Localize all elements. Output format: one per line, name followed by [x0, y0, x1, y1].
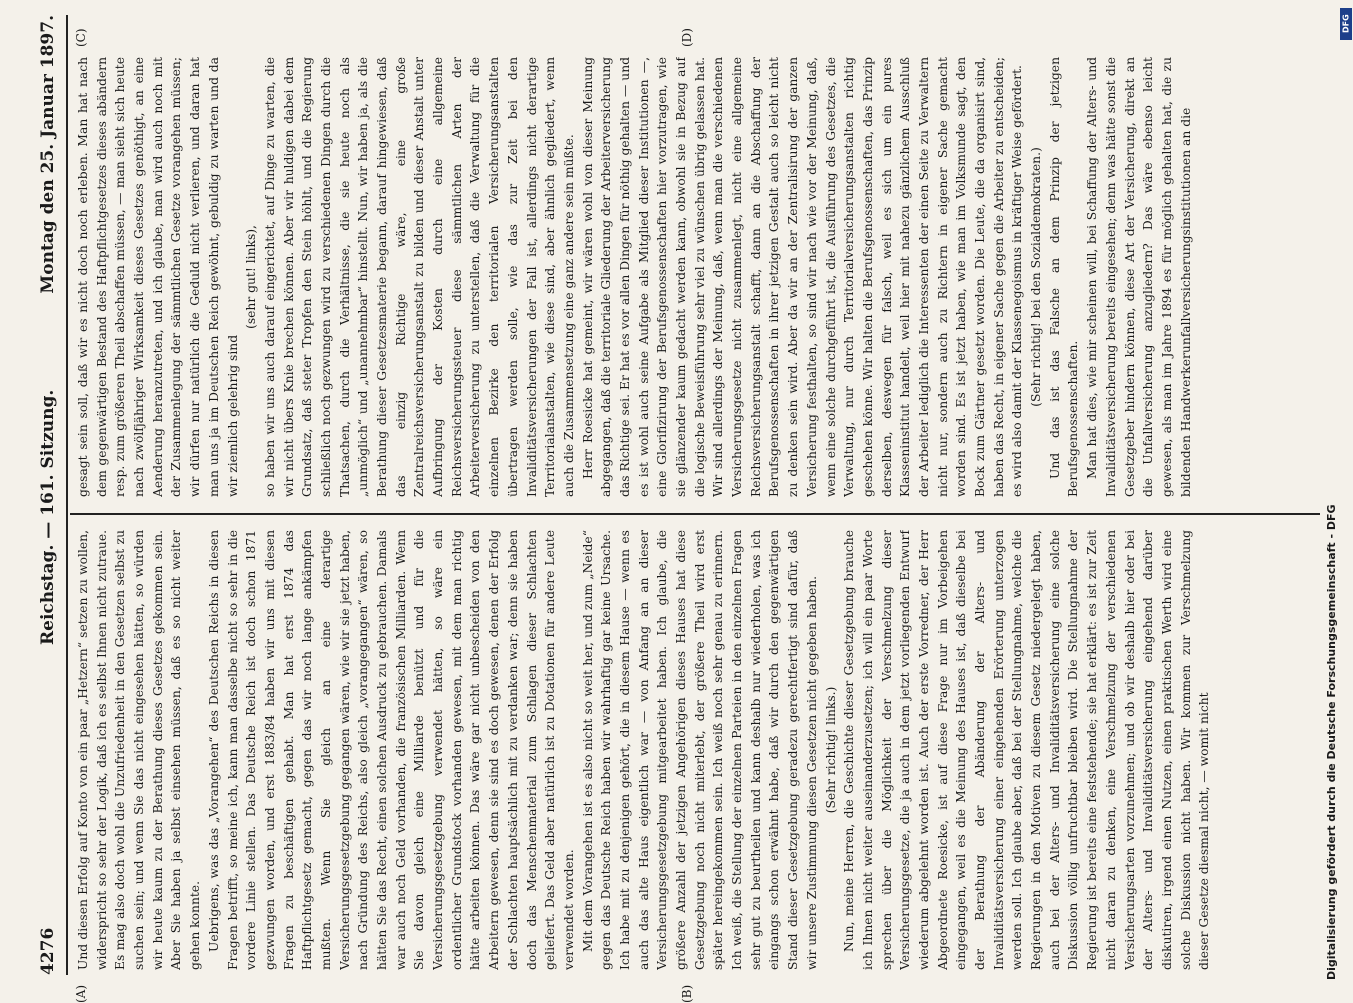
paragraph: Nun, meine Herren, die Geschichte dieser Gesetzgebung brauche ich Ihnen nicht weiter auseinanderzusetzen; ich will ein paar Worte sprechen über die Möglichkeit der Verschmelzung dieser Versicherungsgesetze, die ja auch in dem jetzt vorliegenden Entwurf wiederum abgelehnt worden ist. Auch der erste Vorredner, der Herr Abgeordnete Roesicke, ist auf diese Frage nur im Vorbeigehen eingegangen, weil es die Meinung des Hauses ist, daß dieselbe bei der Berathung der Abänderung der Alters- und Invaliditätsversicherung einer eingehenden Erörterung unterzogen werden soll. Ich glaube aber, daß bei der Stellungnahme, welche die Regierungen in den Motiven zu diesem Gesetz niedergelegt haben, auch bei der Alters- und Invaliditätsversicherung eine solche Diskussion völlig unfruchtbar bleiben wird. Die Stellungnahme der Regierung ist bereits eine feststehende; sie hat erklärt: es ist zur Zeit nicht daran zu denken, eine Verschmelzung der verschiedenen Versicherungsarten vorzunehmen; und ob wir deshalb hier oder bei der Alters- und Invaliditätsversicherung eingehend darüber diskutiren, irgend einen Nutzen, einen praktischen Werth wird eine solche Diskussion nicht haben. Wir kommen zur Verschmelzung dieser Gesetze diesmal nicht, — womit nicht [842, 530, 1212, 970]
paragraph: so haben wir uns auch darauf eingerichtet, auf Dinge zu warten, die wir nicht übers Knie brechen können. Aber wir huldigen dabei dem Grundsatz, daß steter Tropfen den Stein höhlt, und die Regierung schließlich noch gezwungen wird zu verschiedenen Dingen durch die Thatsachen, durch die Verhältnisse, die sie heute noch als „unmöglich“ und „unannehmbar“ hinstellt. Nun, wir haben ja, als die Berathung dieser Gesetzesmaterie begann, darauf hingewiesen, daß das einzig Richtige wäre, eine große Zentralreichsversicherungsanstalt zu bilden und dieser Anstalt unter Aufbringung der Kosten durch eine allgemeine Reichsversicherungssteuer diese sämmtlichen Arten der Arbeiterversicherung zu unterstellen, daß die Verwaltung für die einzelnen Bezirke den territorialen Versicherungsanstalten übertragen werden solle, wie das zur Zeit bei den Invaliditätsversicherungen der Fall ist, allerdings nicht derartige Territorialanstalten, wie diese sind, aber ähnlich gegliedert, wenn auch die Zusammensetzung eine ganz andere sein müßte. [262, 57, 576, 497]
paragraph: Herr Roesicke hat gemeint, wir wären wohl von dieser Meinung abgegangen, daß die territoriale Gliederung der Arbeiterversicherung das Richtige sei. Er hat es vor allen Dingen für nöthig gehalten — und es ist wohl auch seine Aufgabe als Mitglied dieser Institutionen —, eine Glorifizirung der Berufsgenossenschaften hier vorzutragen, wie sie glänzender kaum gedacht werden kann, obwohl sie in Bezug auf die logische Beweisführung sehr viel zu wünschen übrig gelassen hat. Wir sind allerdings der Meinung, daß, wenn man die verschiedenen Versicherungsgesetze nicht zusammenlegt, nicht eine allgemeine Reichsversicherungsanstalt schafft, dann an die Abschaffung der Berufsgenossenschaften in ihrer jetzigen Gestalt auch so leicht nicht zu denken sein wird. Aber da wir an der Zentralisirung der ganzen Versicherung festhalten, so sind wir nach wie vor der Meinung, daß, wenn eine solche durchgeführt ist, die Ausführung des Gesetzes, die Verwaltung, nur durch Territorialversicherungsanstalten richtig geschehen könne. Wir halten die Berufsgenossenschaften, das Prinzip derselben, deswegen für falsch, weil es sich um ein pures Klasseninstitut handelt, weil hier mit nahezu gänzlichem Ausschluß der Arbeiter lediglich die Interessenten der einen Seite zu Verwaltern nicht nur, sondern auch zu Richtern in eigener Sache gemacht worden sind. Es ist jetzt haben, wie man im Volksmunde sagt, den Bock zum Gärtner gesetzt worden. Die Leute, die da organisirt sind, haben das Recht, in eigener Sache gegen die Arbeiter zu entscheiden; es wird also damit der Klassenegoismus in kräftiger Weise gefördert. [580, 57, 1025, 497]
paragraph: (Sehr richtig! links.) [823, 686, 838, 814]
margin-mark-b: (B) [680, 984, 694, 1003]
margin-mark-a: (A) [74, 984, 88, 1003]
footer [1325, 20, 1345, 980]
page-number: 4276 [38, 927, 58, 975]
paragraph: Mit dem Vorangehen ist es also nicht so weit her, und zum „Neide“ gegen das Deutsche Reich haben wir wahrhaftig gar keine Ursache. Ich habe mit zu denjenigen gehört, die in diesem Hause — wenn es auch das alte Haus eigentlich war — von Anfang an an dieser Versicherungsgesetzgebung mitgearbeitet haben. Ich glaube, die größere Anzahl der jetzigen Angehörigen dieses Hauses hat diese Gesetzgebung noch nicht miterlebt, der größere Theil wird erst später hereingekommen sein. Ich weiß noch sehr genau zu erinnern. Ich weiß, die Stellung der einzelnen Parteien in den einzelnen Fragen sehr gut zu beurtheilen und kann deshalb nur wiederholen, was ich eingangs schon erwähnt habe, daß wir durch den gegenwärtigen Stand dieser Gesetzgebung geradezu gerechtfertigt sind dafür, daß wir unsere Zustimmung diesen Gesetzen nicht gegeben haben. [580, 530, 819, 970]
paragraph: Uebrigens, was das „Vorangehen“ des Deutschen Reichs in diesen Fragen betrifft, so meine ich, kann man dasselbe nicht so sehr in die vordere Linie stellen. Das Deutsche Reich ist doch schon 1871 gezwungen worden, und erst 1883/84 haben wir uns mit diesen Fragen zu beschäftigen gehabt. Man hat erst 1874 das Haftpflichtgesetz gemacht, gegen das wir noch lange ankämpfen mußten. Wenn Sie gleich an eine derartige Versicherungsgesetzgebung gegangen wären, wie wir sie jetzt haben, nach Gründung des Reichs, also gleich „vorangegangen“ wären, so hätten Sie das Recht, einen solchen Ausdruck zu gebrauchen. Damals war auch noch Geld vorhanden, die französischen Milliarden. Wenn Sie davon gleich eine Milliarde benützt und für die Versicherungsgesetzgebung verwendet hätten, so wäre ein ordentlicher Grundstock vorhanden gewesen, mit dem man richtig hätte arbeiten können. Das wäre gar nicht unbescheiden von den Arbeitern gewesen, denn sie sind es doch gewesen, denen der Erfolg der Schlachten hauptsächlich mit zu verdanken war; denn sie haben doch das Menschenmaterial zum Schlagen dieser Schlachten geliefert. Das Geld aber natürlich ist zu Dotationen für andere Leute verwendet worden. [206, 530, 576, 970]
paragraph: Man hat dies, wie mir scheinen will, bei Schaffung der Alters- und Invaliditätsversicherung bereits eingesehen; denn was hätte sonst die Gesetzgeber hindern können, diese Art der Versicherung, direkt an die Unfallversicherung anzugliedern? Das wäre ebenso leicht gewesen, als man im Jahre 1894 es für möglich gehalten hat, die zu bildenden Handwerkerunfallversicherungsinstitutionen an die [1085, 57, 1193, 497]
margin-mark-c: (C) [74, 28, 88, 47]
paragraph: (sehr gut! links), [244, 225, 259, 329]
digitization-note: Digitalisierung gefördert durch die Deutsche Forschungsgemeinschaft - DFG [1325, 504, 1338, 980]
session-title: Reichstag. — 161. Sitzung. [38, 389, 58, 645]
left-column [74, 530, 1324, 970]
right-column [74, 57, 1324, 497]
running-head [30, 15, 68, 975]
dfg-logo: DFG [1340, 8, 1352, 40]
paragraph: (Sehr richtig! bei den Sozialdemokraten.) [1029, 147, 1044, 407]
margin-mark-d: (D) [680, 28, 694, 47]
rotated-page [30, 15, 1330, 1003]
paragraph: Und das ist das Falsche an dem Prinzip der jetzigen Berufsgenossenschaften. [1047, 57, 1081, 497]
session-date: Montag den 25. Januar 1897. [38, 15, 58, 294]
column-rule [70, 513, 1320, 515]
paragraph: Und diesen Erfolg auf Konto von ein paar „Hetzern“ setzen zu wollen, widerspricht so sehr der Logik, daß ich es selbst Ihnen nicht zutraue. Es mag also doch wohl die Unzufriedenheit in den Gesetzen selbst zu suchen sein; und wenn Sie das nicht eingesehen hätten, so würden wir heute kaum zu der Berathung dieses Gesetzes gekommen sein. Aber Sie haben ja selbst einsehen müssen, daß es so nicht weiter gehen konnte. [76, 530, 203, 970]
paragraph: gesagt sein soll, daß wir es nicht doch noch erleben. Man hat nach dem gegenwärtigen Bestand des Haftpflichtgesetzes dieses abändern resp. zum größeren Theil abschaffen müssen, — man sieht sich heute nach zwölfjähriger Wirksamkeit dieses Gesetzes genöthigt, an eine Aenderung heranzutreten, und ich glaube, man wird auch noch mit der Zusammenlegung der sämmtlichen Gesetze vorangehen müssen; wir dürfen nur natürlich die Geduld nicht verlieren, und daran hat man uns ja im Deutschen Reich gewöhnt, gebuldig zu warten und da wir ziemlich gelehrig sind [76, 57, 240, 497]
